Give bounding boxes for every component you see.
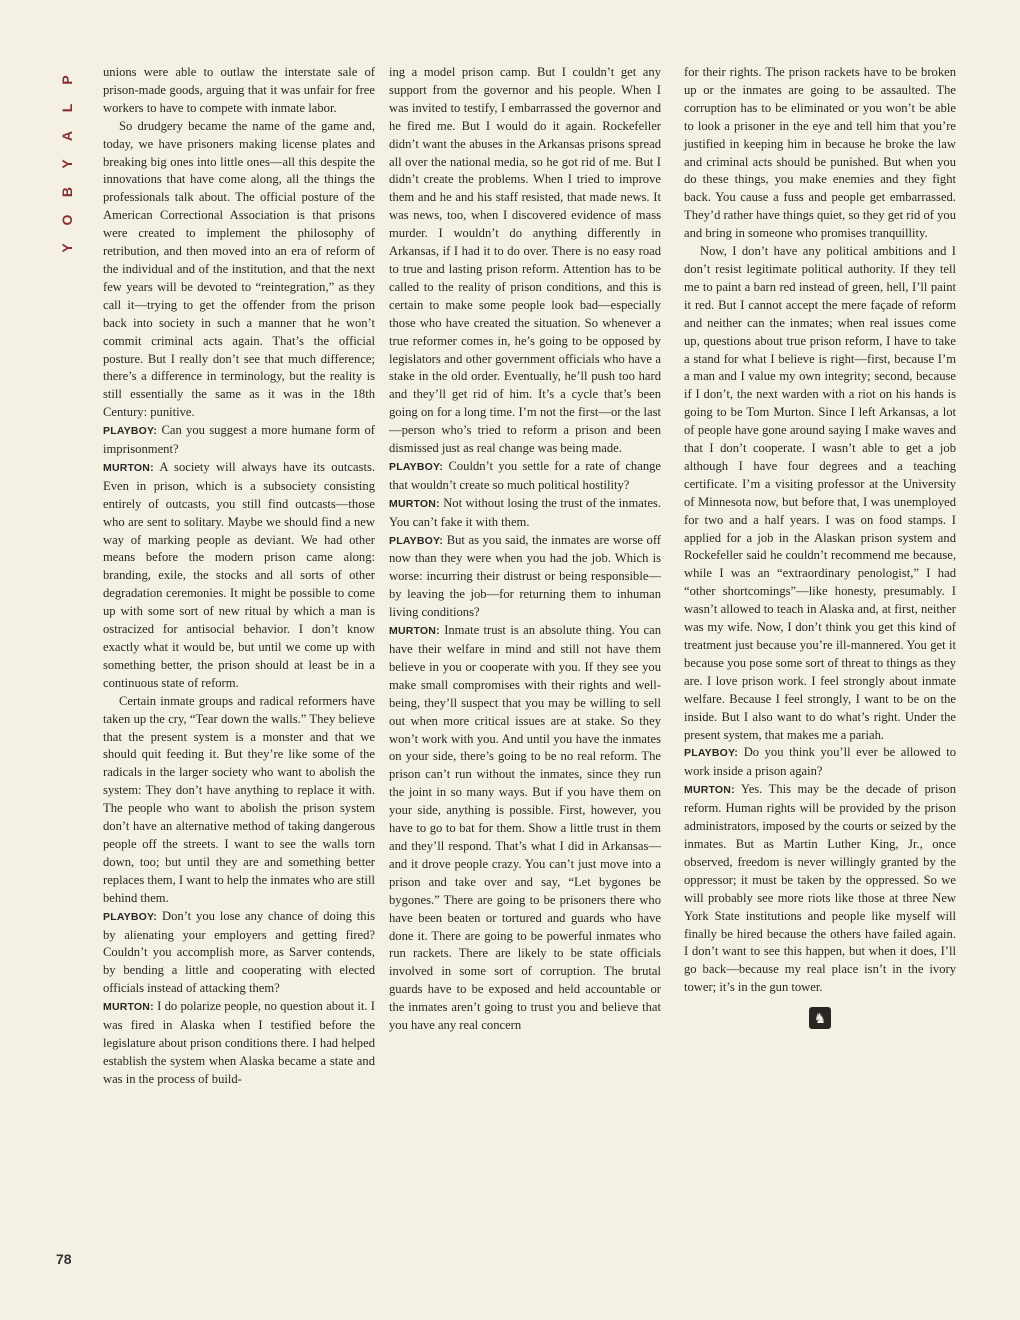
speaker-text: Couldn’t you settle for a rate of change that wouldn’t create so much political hostility?: [389, 458, 661, 492]
speaker-label: PLAYBOY:: [389, 534, 444, 547]
speaker-label: MURTON:: [389, 497, 440, 510]
magazine-letter: Y: [59, 159, 75, 169]
interview-exchange: [684, 744, 956, 781]
interview-exchange: [103, 422, 375, 459]
speaker-text: Do you think you’ll ever be allowed to work inside a prison again?: [684, 745, 957, 779]
speaker-label: PLAYBOY:: [684, 747, 739, 760]
speaker-label: PLAYBOY:: [389, 460, 444, 473]
body-paragraph: Now, I don’t have any political ambitions and I don’t resist legitimate political authority. If they tell me to paint a barn red instead of green, hell, I’ll paint it red. But I cannot accept the mere façade of reform and neither can the inmates; when real issues come up, questions about true prison reform, I have to take a stand for what I believe is right—first, because I’m a man and I value my own integrity; second, because if I don’t, the next warden with a riot on his hands is going to be Tom Murton. Since I left Arkansas, a lot of people have gone around saying I make waves and that I don’t cooperate. I wasn’t able to get a job although I have four degrees and a teaching certificate. I’m a visiting professor at the University of Minnesota now, but before that, I was unemployed for two and a half years. I was on food stamps. I applied for a job in the Alaskan prison system and Rockefeller said he couldn’t recommend me because, while I was an “extraordinary penologist,” I had “other shortcomings”—like honesty, presumably. I wasn’t allowed to teach in Alaska and, at first, neither was my wife. Now, I don’t think you get this kind of treatment just because you’re ill-mannered. You get it because you pose some sort of threat to things as they are. I love prison work. I feel strongly about inmate welfare. Because I feel strongly, I want to be on the inside. But I also want to do what’s right. Under the present system, that makes me a pariah.: [684, 244, 956, 742]
magazine-letter: B: [59, 186, 75, 198]
magazine-sidebar-title: [56, 66, 78, 262]
interview-exchange: [103, 998, 375, 1089]
speaker-text: Don’t you lose any chance of doing this by alienating your employers and getting fired? Couldn’t you accomplish more, as Sarver contends, by bending a little and cooperating with elected officials instead of attacking them?: [103, 908, 375, 996]
interview-exchange: [684, 781, 956, 997]
interview-exchange: [389, 622, 661, 1035]
end-mark-icon: ♞: [809, 1007, 831, 1029]
interview-exchange: [389, 532, 661, 623]
speaker-label: MURTON:: [103, 1001, 154, 1014]
speaker-text: Not without losing the trust of the inmates. You can’t fake it with them.: [389, 495, 661, 529]
continued-paragraph: for their rights. The prison rackets have to be broken up or the inmates are going to be assaulted. The corruption has to be eliminated or you won’t be able to look a prisoner in the eye and tell him that you’re justified in keeping him in because he broke the law and criminal acts should be punished. But when you do these things, you make enemies and they fight back. You cause a fuss and people get embarrassed. They’d rather have things quiet, so they get rid of you and bring in someone who promises tranquillity.: [684, 65, 956, 241]
magazine-letter: P: [59, 75, 75, 85]
body-paragraph: Certain inmate groups and radical reformers have taken up the cry, “Tear down the walls.” They believe that the present system is a monster and that we should quit feeding it. But they’re like some of the radicals in the larger society who want to abolish the system: They don’t have anything to replace it with. The people who want to abolish the prison system don’t have an alternative method of taking dangerous people off the streets. I want to see the walls torn down, too; but until they are and something better replaces them, I want to help the inmates who are still behind them.: [103, 693, 375, 905]
continued-paragraph: ing a model prison camp. But I couldn’t get any support from the governor and his people. When I was invited to testify, I embarrassed the governor and he fired me. But I would do it again. Rockefeller didn’t want the abuses in the Arkansas prisons spread all over the national media, so he got rid of me. But I didn’t create the problems. When I tried to improve them and he and his staff resisted, that made news. It was news, too, when I discovered evidence of mass murder. I wouldn’t do anything differently in Arkansas, if I had it to do over. There is no easy road to true and lasting prison reform. Attention has to be called to the reality of prison conditions, and this is certain to make some people look bad—especially those who have created the situation. So whenever a true reformer comes in, he’s going to be opposed by legislators and other government officials who have a stake in the old order. Eventually, he’ll push too hard and they’ll get rid of him. It’s a cycle that’s been going on for a long time. I’m not the first—or the last—person who’s tried to reform a prison and been dismissed just as real change was being made.: [389, 65, 661, 456]
magazine-letter: O: [59, 214, 75, 226]
column-2: [389, 64, 661, 1035]
speaker-label: MURTON:: [684, 784, 735, 797]
speaker-text: Inmate trust is an absolute thing. You can have their welfare in mind and still not have them believe in you or cooperate with you. If they see you make small compromises with their rights and well-being, they’ll suspect that you may be willing to sell out when more critical issues are at stake. So they won’t work with you. And until you have the inmates on your side, there’s going to be no real reform. The prison can’t run without the inmates, since they run the joint in so many ways. But if you have them on your side, anything is possible. First, however, you have to go to bat for them. Show a little trust in them and they’ll respond. That’s what I did in Arkansas—and it drove people crazy. You can’t just move into a prison and take over and say, “Let bygones be bygones.” There are going to be prisoners there who have been beaten or tortured and guards who have done it. There are going to be powerful inmates who run rackets. There are likely to be state officials involved in some sort of corruption. The brutal guards have to be exposed and held accountable or the inmates aren’t going to trust you and believe that you have any real concern: [389, 623, 661, 1033]
magazine-letter: L: [59, 103, 75, 113]
page-number: 78: [56, 1251, 72, 1267]
speaker-text: A society will always have its outcasts. Even in prison, which is a subsociety consisting entirely of outcasts, you still find outcasts—those who are sent to solitary. Maybe we should find a new way of marking people as deviant. We had other means before the modern prison came along: branding, exile, the stocks and all sorts of other degradation ceremonies. It might be possible to come up with some sort of new ritual by which a man is ostracized for antisocial behavior. I don’t know exactly what it would be, but until we come up with something better, the prison should at least be in a continuous state of reform.: [103, 459, 375, 690]
continued-paragraph: unions were able to outlaw the interstate sale of prison-made goods, arguing that it was unfair for free workers to have to compete with inmate labor.: [103, 65, 375, 115]
interview-exchange: [103, 459, 375, 693]
column-3: [684, 64, 956, 1029]
interview-exchange: [389, 495, 661, 532]
speaker-text: I do polarize people, no question about it. I was fired in Alaska when I testified before the legislature about prison conditions there. I had helped establish the system when Alaska became a state and was in the process of build-: [103, 999, 375, 1086]
speaker-text: Yes. This may be the decade of prison reform. Human rights will be provided by the prison administrators, imposed by the courts or seized by the inmates. But as Martin Luther King, Jr., once observed, freedom is never willingly granted by the oppressor; it must be taken by the oppressed. So we will probably see more riots like those at three New York State institutions and people like myself will finally be hired because the others have failed again. I don’t want to see this happen, but when it does, I’ll go back—because my real place isn’t in the ivory tower; it’s in the gun tower.: [684, 782, 956, 995]
interview-exchange: [389, 458, 661, 495]
magazine-letter: A: [59, 130, 75, 142]
magazine-letter: Y: [59, 243, 75, 253]
speaker-label: MURTON:: [103, 461, 154, 474]
speaker-label: MURTON:: [389, 625, 440, 638]
body-paragraph: So drudgery became the name of the game and, today, we have prisoners making license plates and breaking big ones into little ones—all this despite the innovations that have come along, all the things the professionals talk about. The official posture of the American Correctional Association is that prisons were created to implement the philosophy of retribution, and then moved into an era of reform of the individual and of the institution, and that the next few years will be devoted to “reintegration,” as they call it—trying to get the offender from the prison back into society in such a manner that he won’t commit criminal acts again. That’s the official posture. But I really don’t see that much difference; there’s a difference in terminology, but the reality is still essentially the same as it was in the 18th Century: punitive.: [103, 118, 375, 420]
speaker-text: Can you suggest a more humane form of imprisonment?: [103, 423, 375, 457]
interview-exchange: [103, 908, 375, 999]
column-1: [103, 64, 375, 1089]
speaker-text: But as you said, the inmates are worse off now than they were when you had the job. Which is worse: incurring their distrust or being responsible—by leaving the job—for returning them to inhuman living conditions?: [389, 532, 661, 620]
speaker-label: PLAYBOY:: [103, 425, 158, 438]
speaker-label: PLAYBOY:: [103, 910, 158, 923]
